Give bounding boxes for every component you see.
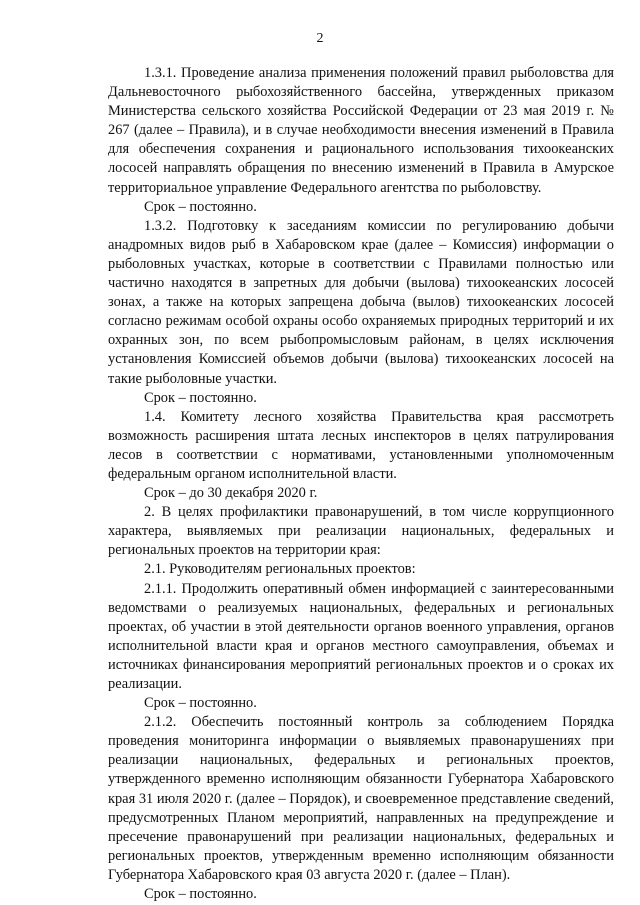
deadline-paragraph: Срок – постоянно.: [144, 389, 257, 406]
paragraph-2-1: 2.1. Руководителям региональных проектов:: [144, 561, 416, 578]
paragraph-1-3-2: 1.3.2. Подготовку к заседаниям комиссии по регулированию добычи анадромных видов рыб в Хабаровском крае (далее – Комиссия) информации о рыболовных участках, которые в соответствии с Правилами полностью или частично находятся в запретных для добычи (вылова) тихоокеанских лососей зонах, а также на которых запрещена добыча (вылов) тихоокеанских лососей согласно режимам особой охраны особо охраняемых природных территорий и их охранных зон, по всем рыбопромысловым районам, в целях исключения установления Комиссией объемов добычи (вылова) тихоокеанских лососей на такие рыболовные участки.: [108, 217, 614, 387]
deadline-paragraph: Срок – постоянно.: [144, 198, 257, 215]
document-body: [108, 64, 614, 904]
paragraph-1-3-1: 1.3.1. Проведение анализа применения положений правил рыболовства для Дальневосточного рыбохозяйственного бассейна, утвержденных приказом Министерства сельского хозяйства Российской Федерации от 23 мая 2019 г. № 267 (далее – Правила), и в случае необходимости внесения изменений в Правила для обеспечения сохранения и рационального использования тихоокеанских лососей направлять обращения по внесению изменений в Правила в Амурское территориальное управление Федерального агентства по рыболовству.: [108, 65, 614, 196]
paragraph-2-1-1: 2.1.1. Продолжить оперативный обмен информацией с заинтересованными ведомствами о реализуемых национальных, федеральных и региональных проектах, об участии в этой деятельности органов военного управления, органов исполнительной власти края и органов местного самоуправления, объемах и источниках финансирования мероприятий региональных проектов и о сроках их реализации.: [108, 580, 614, 692]
deadline-paragraph: Срок – постоянно.: [144, 695, 257, 712]
page-number: 2: [316, 31, 324, 46]
deadline-paragraph: Срок – постоянно.: [144, 886, 257, 903]
paragraph-2-1-2: 2.1.2. Обеспечить постоянный контроль за соблюдением Порядка проведения мониторинга информации о выявляемых правонарушениях при реализации национальных, федеральных и региональных проектов, утвержденного временно исполняющим обязанности Губернатора Хабаровского края 31 июля 2020 г. (далее – Порядок), и своевременное представление сведений, предусмотренных Планом мероприятий, направленных на предупреждение и пресечение правонарушений при реализации национальных, федеральных и региональных проектов, утвержденным временно исполняющим обязанности Губернатора Хабаровского края 03 августа 2020 г. (далее – План).: [108, 714, 614, 883]
paragraph-2: 2. В целях профилактики правонарушений, в том числе коррупционного характера, выявляемых при реализации национальных, федеральных и региональных проектов на территории края:: [108, 504, 614, 559]
paragraph-1-4: 1.4. Комитету лесного хозяйства Правительства края рассмотреть возможность расширения штата лесных инспекторов в целях патрулирования лесов в соответствии с нормативами, установленными уполномоченным федеральным органом исполнительной власти.: [108, 408, 614, 482]
deadline-paragraph: Срок – до 30 декабря 2020 г.: [144, 485, 318, 502]
